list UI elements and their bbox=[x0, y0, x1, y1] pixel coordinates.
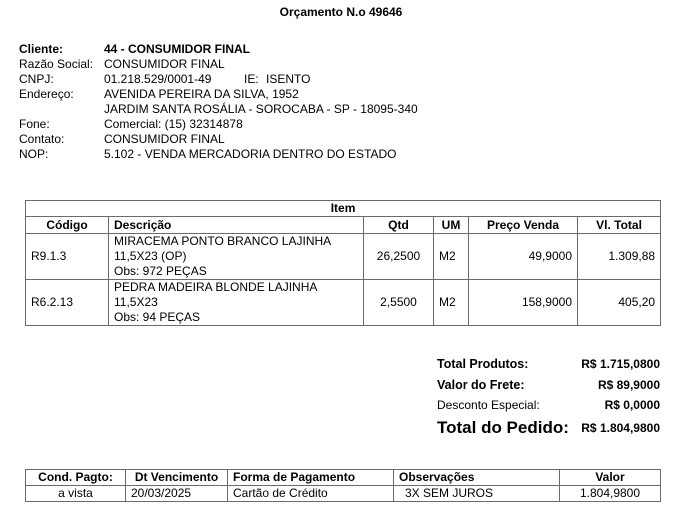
contato-value: CONSUMIDOR FINAL bbox=[104, 132, 225, 146]
item-desc-line2: 11,5X23 bbox=[114, 295, 158, 309]
frete-label: Valor do Frete: bbox=[437, 378, 525, 392]
payment-valor: 1.804,9800 bbox=[560, 486, 661, 502]
ie-value: ISENTO bbox=[266, 72, 311, 86]
table-row bbox=[26, 486, 661, 502]
total-produtos-value: R$ 1.715,0800 bbox=[581, 357, 660, 371]
item-qtd: 26,2500 bbox=[364, 234, 434, 280]
item-um: M2 bbox=[434, 280, 469, 326]
col-forma-pagamento: Forma de Pagamento bbox=[228, 470, 394, 486]
item-total: 405,20 bbox=[578, 280, 661, 326]
col-preco-venda: Preço Venda bbox=[469, 217, 578, 234]
payment-table bbox=[25, 469, 661, 502]
client-value: 44 - CONSUMIDOR FINAL bbox=[104, 42, 251, 56]
col-qtd: Qtd bbox=[364, 217, 434, 234]
item-obs: Obs: 972 PEÇAS bbox=[114, 264, 207, 278]
fone-label: Fone: bbox=[19, 117, 50, 131]
item-price: 158,9000 bbox=[469, 280, 578, 326]
table-row bbox=[26, 280, 661, 326]
item-desc-line1: MIRACEMA PONTO BRANCO LAJINHA bbox=[114, 234, 332, 248]
item-obs: Obs: 94 PEÇAS bbox=[114, 310, 201, 324]
item-desc-line1: PEDRA MADEIRA BLONDE LAJINHA bbox=[114, 280, 318, 294]
razao-social-value: CONSUMIDOR FINAL bbox=[104, 57, 225, 71]
payment-vencimento: 20/03/2025 bbox=[126, 486, 228, 502]
payment-obs: 3X SEM JUROS bbox=[394, 486, 560, 502]
table-row bbox=[26, 234, 661, 280]
col-descricao: Descrição bbox=[109, 217, 364, 234]
client-label: Cliente: bbox=[19, 42, 64, 56]
item-description bbox=[109, 234, 364, 280]
desconto-label: Desconto Especial: bbox=[437, 398, 540, 412]
total-produtos-label: Total Produtos: bbox=[437, 357, 529, 371]
item-group-header: Item bbox=[26, 201, 661, 217]
item-um: M2 bbox=[434, 234, 469, 280]
col-observacoes: Observações bbox=[394, 470, 560, 486]
col-dt-vencimento: Dt Vencimento bbox=[126, 470, 228, 486]
razao-social-label: Razão Social: bbox=[19, 57, 94, 71]
payment-cond: a vista bbox=[26, 486, 126, 502]
endereco-line1: AVENIDA PEREIRA DA SILVA, 1952 bbox=[104, 87, 299, 101]
item-total: 1.309,88 bbox=[578, 234, 661, 280]
cnpj-label: CNPJ: bbox=[19, 72, 54, 86]
col-um: UM bbox=[434, 217, 469, 234]
items-table bbox=[25, 200, 661, 326]
col-vl-total: Vl. Total bbox=[578, 217, 661, 234]
item-desc-line2: 11,5X23 (OP) bbox=[114, 249, 187, 263]
nop-label: NOP: bbox=[19, 147, 49, 161]
cnpj-value: 01.218.529/0001-49 bbox=[104, 72, 212, 86]
item-description bbox=[109, 280, 364, 326]
item-code: R6.2.13 bbox=[26, 280, 109, 326]
contato-label: Contato: bbox=[19, 132, 65, 146]
document-title: Orçamento N.o 49646 bbox=[279, 5, 403, 19]
total-pedido-value: R$ 1.804,9800 bbox=[581, 421, 660, 435]
col-codigo: Código bbox=[26, 217, 109, 234]
item-price: 49,9000 bbox=[469, 234, 578, 280]
endereco-line2: JARDIM SANTA ROSÁLIA - SOROCABA - SP - 18095-340 bbox=[104, 102, 418, 116]
desconto-value: R$ 0,0000 bbox=[604, 398, 660, 412]
col-cond-pagto: Cond. Pagto: bbox=[26, 470, 126, 486]
item-qtd: 2,5500 bbox=[364, 280, 434, 326]
col-valor: Valor bbox=[560, 470, 661, 486]
frete-value: R$ 89,9000 bbox=[597, 378, 660, 392]
fone-value: Comercial: (15) 32314878 bbox=[104, 117, 243, 131]
nop-value: 5.102 - VENDA MERCADORIA DENTRO DO ESTADO bbox=[104, 147, 397, 161]
item-code: R9.1.3 bbox=[26, 234, 109, 280]
payment-forma: Cartão de Crédito bbox=[228, 486, 394, 502]
endereco-label: Endereço: bbox=[19, 87, 74, 101]
total-pedido-label: Total do Pedido: bbox=[437, 418, 569, 437]
ie-label: IE: bbox=[244, 72, 259, 86]
